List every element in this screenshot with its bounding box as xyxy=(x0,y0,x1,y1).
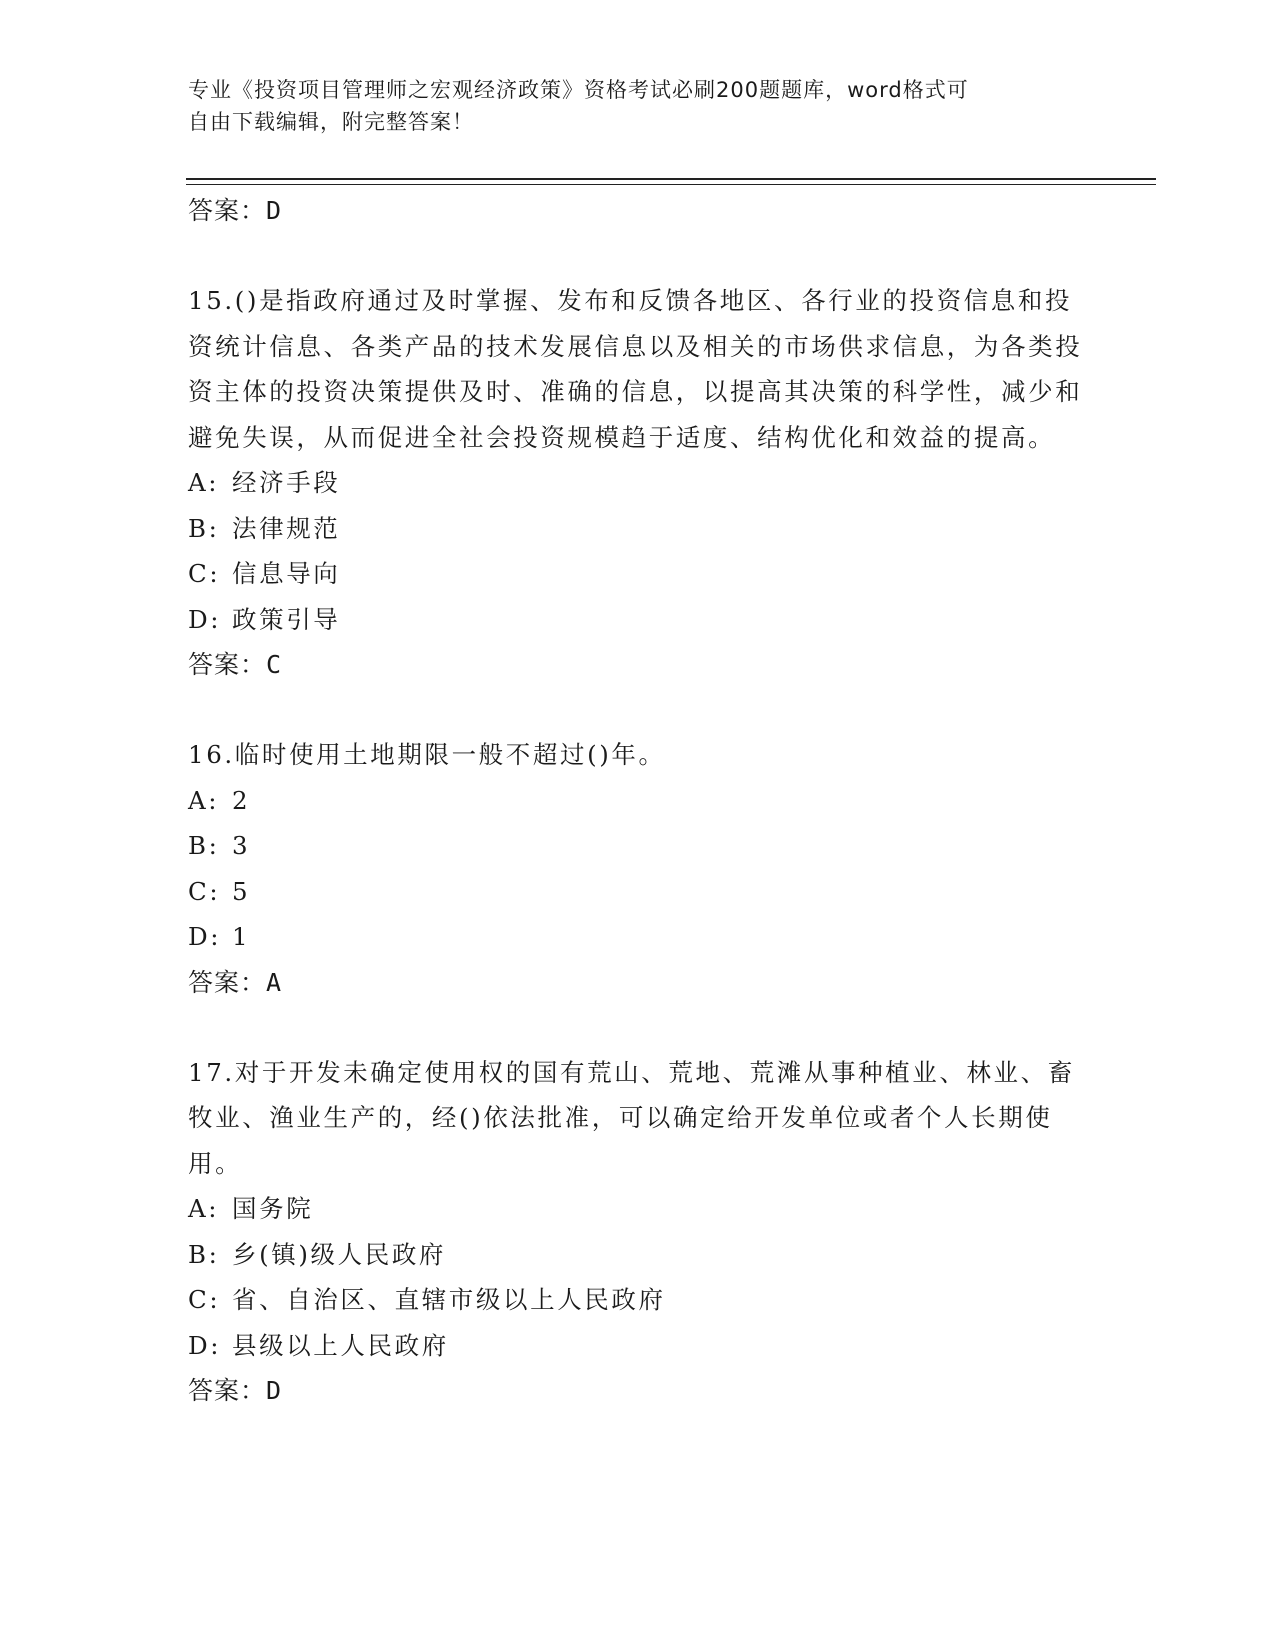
option-c xyxy=(188,551,1088,597)
header-line-1: 专业《投资项目管理师之宏观经济政策》资格考试必刷200题题库，word格式可 xyxy=(188,78,969,102)
header-line-2: 自由下载编辑，附完整答案！ xyxy=(188,110,474,134)
option-letter: A: xyxy=(188,785,220,815)
option-text: 2 xyxy=(232,785,251,815)
option-text: 县级以上人民政府 xyxy=(232,1330,449,1360)
question-15 xyxy=(188,278,1088,688)
document-header xyxy=(188,74,1068,138)
option-c xyxy=(188,1277,1088,1323)
question-text xyxy=(188,1050,1088,1187)
option-letter: C: xyxy=(188,559,221,588)
option-a xyxy=(188,1186,1088,1232)
question-17 xyxy=(188,1050,1088,1415)
question-number: 15. xyxy=(188,286,235,315)
option-text: 经济手段 xyxy=(232,468,341,497)
option-b xyxy=(188,1232,1088,1278)
option-d xyxy=(188,914,1088,960)
option-letter: A: xyxy=(188,1194,220,1223)
question-body: 临时使用土地期限一般不超过()年。 xyxy=(234,740,666,769)
option-letter: C: xyxy=(188,876,221,906)
option-letter: B: xyxy=(188,1239,220,1269)
option-a xyxy=(188,460,1088,506)
answer-value: D xyxy=(266,1376,283,1405)
answer xyxy=(188,642,1088,688)
option-text: 政策引导 xyxy=(232,604,341,634)
answer-value: A xyxy=(266,967,283,997)
option-d xyxy=(188,597,1088,643)
previous-answer xyxy=(188,188,1088,234)
question-number: 16. xyxy=(188,740,235,769)
question-16 xyxy=(188,732,1088,1006)
answer-label: 答案： xyxy=(188,967,267,997)
answer-label: 答案： xyxy=(188,650,267,679)
answer xyxy=(188,1368,1088,1414)
option-letter: D: xyxy=(188,604,222,634)
question-body: ()是指政府通过及时掌握、发布和反馈各地区、各行业的投资信息和投资统计信息、各类产品的技术发展信息以及相关的市场供求信息，为各类投资主体的投资决策提供及时、准确的信息，以提高其决策的科学性，减少和避免失误，从而促进全社会投资规模趋于适度、结构优化和效益的提高。 xyxy=(188,286,1083,452)
answer-value: D xyxy=(266,196,283,225)
option-text: 3 xyxy=(232,831,251,860)
header-divider xyxy=(186,178,1156,185)
question-text xyxy=(188,278,1088,460)
option-letter: D: xyxy=(188,922,222,951)
option-text: 省、自治区、直辖市级以上人民政府 xyxy=(232,1285,666,1314)
question-number: 17. xyxy=(188,1057,235,1087)
option-b xyxy=(188,823,1088,869)
option-letter: D: xyxy=(188,1330,222,1360)
option-letter: B: xyxy=(188,831,220,860)
option-d xyxy=(188,1323,1088,1369)
question-text xyxy=(188,732,1088,778)
answer-label: 答案： xyxy=(188,196,267,225)
answer-label: 答案： xyxy=(188,1376,267,1405)
option-text: 1 xyxy=(232,922,251,951)
option-b xyxy=(188,506,1088,552)
answer-value: C xyxy=(266,650,283,679)
option-text: 国务院 xyxy=(232,1194,314,1223)
option-letter: B: xyxy=(188,513,220,543)
option-text: 乡(镇)级人民政府 xyxy=(232,1239,447,1269)
option-letter: C: xyxy=(188,1285,221,1314)
option-c xyxy=(188,869,1088,915)
option-a xyxy=(188,778,1088,824)
question-body: 对于开发未确定使用权的国有荒山、荒地、荒滩从事种植业、林业、畜牧业、渔业生产的，经()依法批准，可以确定给开发单位或者个人长期使用。 xyxy=(188,1057,1075,1178)
option-text: 信息导向 xyxy=(232,559,341,588)
answer xyxy=(188,960,1088,1006)
option-letter: A: xyxy=(188,468,220,497)
option-text: 法律规范 xyxy=(232,513,341,543)
question-list xyxy=(188,188,1088,1414)
option-text: 5 xyxy=(232,876,251,906)
